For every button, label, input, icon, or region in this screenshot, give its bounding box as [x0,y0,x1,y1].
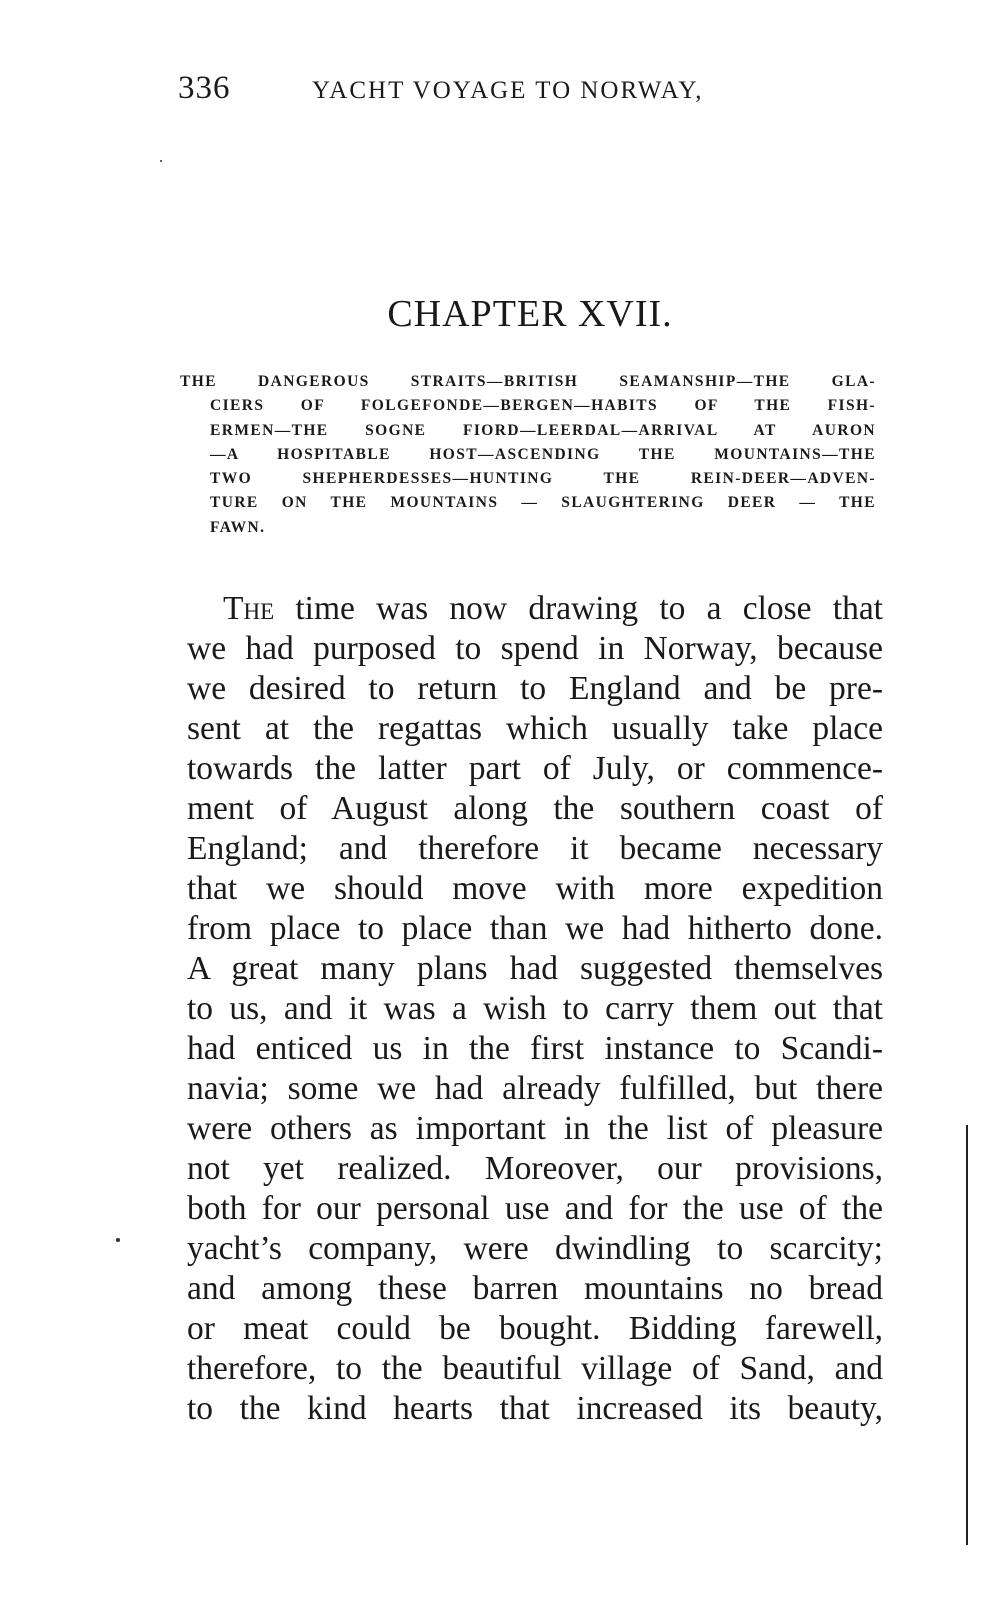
synopsis-line: TWO SHEPHERDESSES—HUNTING THE REIN-DEER—ADVEN- [210,470,876,488]
body-line: to us, and it was a wish to carry them out that [187,990,883,1027]
body-line: therefore, to the beautiful village of Sand, and [187,1350,883,1387]
page-number: 336 [178,70,231,106]
synopsis-line: TURE ON THE MOUNTAINS — SLAUGHTERING DEER — THE [210,494,876,512]
body-line: ment of August along the southern coast of [187,790,883,827]
body-line: we desired to return to England and be pre- [187,670,883,707]
synopsis-line: —A HOSPITABLE HOST—ASCENDING THE MOUNTAINS—THE [210,445,876,463]
body-line: had enticed us in the first instance to Scandi- [187,1030,883,1067]
scan-speck [160,160,162,162]
body-line-text: time was now drawing to a close that [274,590,883,627]
body-line: were others as important in the list of pleasure [187,1110,883,1147]
body-line: towards the latter part of July, or commence- [187,750,883,787]
body-line: not yet realized. Moreover, our provisions, [187,1150,883,1187]
running-title: YACHT VOYAGE TO NORWAY, [312,77,704,104]
body-line: we had purposed to spend in Norway, because [187,630,883,667]
synopsis-line: CIERS OF FOLGEFONDE—BERGEN—HABITS OF THE FISH- [210,397,876,415]
body-paragraph [187,589,883,1429]
body-line: both for our personal use and for the use of the [187,1190,883,1227]
body-line: sent at the regattas which usually take place [187,710,883,747]
scan-margin-rule [966,1125,968,1545]
opening-word: The [223,590,275,627]
body-line: from place to place than we had hitherto done. [187,910,883,947]
body-line: A great many plans had suggested themselves [187,950,883,987]
synopsis-line: FAWN. [210,518,266,536]
synopsis-line: ERMEN—THE SOGNE FIORD—LEERDAL—ARRIVAL AT AURON [210,421,876,439]
body-line: England; and therefore it became necessary [187,830,883,867]
synopsis-line: THE DANGEROUS STRAITS—BRITISH SEAMANSHIP—THE GLA- [180,373,876,390]
body-line [187,589,883,629]
chapter-synopsis [180,370,876,540]
body-line: navia; some we had already fulfilled, but there [187,1070,883,1107]
body-line: yacht’s company, were dwindling to scarcity; [187,1230,883,1267]
body-line: and among these barren mountains no bread [187,1270,883,1307]
body-line: to the kind hearts that increased its beauty, [187,1390,883,1427]
body-line: that we should move with more expedition [187,870,883,907]
body-line: or meat could be bought. Bidding farewell, [187,1310,883,1347]
chapter-title: CHAPTER XVII. [387,293,673,335]
scan-speck [116,1238,120,1242]
